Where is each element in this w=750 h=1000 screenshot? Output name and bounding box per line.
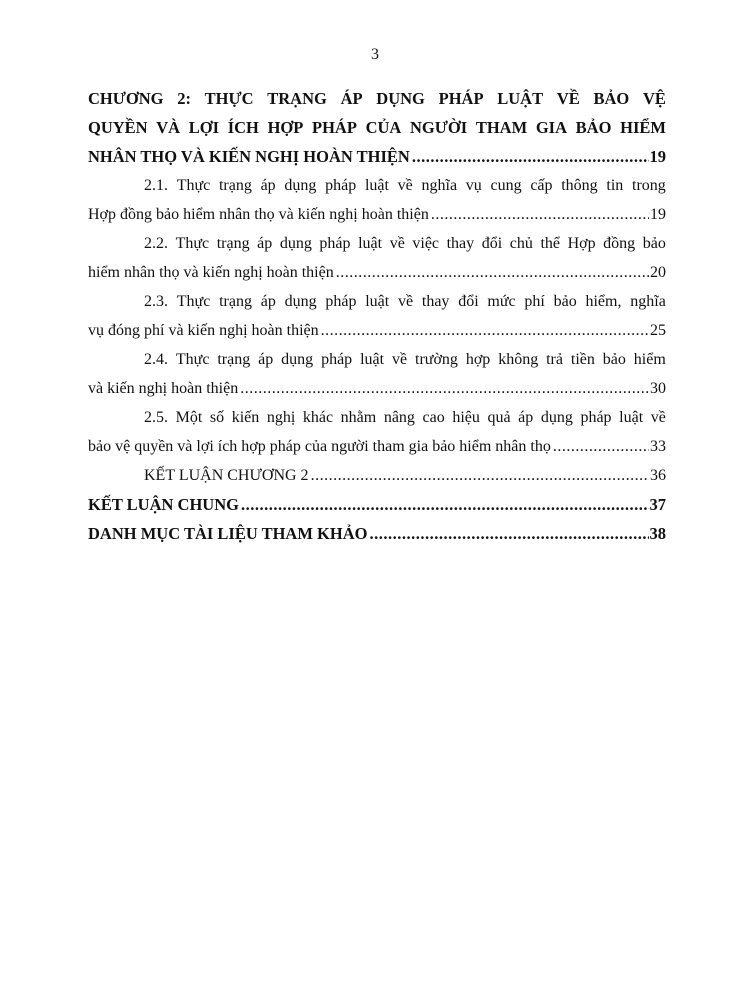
toc-word: dụng (281, 351, 314, 368)
toc-word: Thực (175, 351, 210, 368)
toc-word: bảo (553, 293, 577, 310)
toc-word: áp (260, 177, 276, 194)
toc-word: áp (518, 409, 534, 426)
toc-word: chủ (509, 235, 533, 252)
toc-word: Một (175, 409, 203, 426)
toc-page-number: 37 (649, 495, 666, 514)
dot-leader (241, 490, 649, 519)
toc-word: LỢI (188, 118, 220, 137)
page-number: 3 (371, 46, 379, 63)
toc-entry-section-2-3[interactable] (88, 287, 666, 345)
toc-entry-section-2-4[interactable] (88, 345, 666, 403)
toc-word: VỀ (556, 89, 580, 108)
table-of-contents (88, 84, 666, 548)
toc-word: dụng (284, 177, 317, 194)
toc-word: trường (415, 351, 458, 368)
toc-word: quả (487, 409, 511, 426)
toc-word: pháp (580, 409, 612, 426)
toc-word: HIỂM (620, 118, 666, 137)
toc-entry-line (88, 113, 666, 142)
toc-word: CỦA (365, 118, 402, 137)
toc-word: BẢO (593, 89, 630, 108)
toc-word: THAM (475, 118, 528, 137)
toc-entry-last-line (88, 374, 666, 403)
toc-word: thay (421, 293, 450, 310)
toc-word: TRẠNG (267, 89, 327, 108)
toc-entry-title: KẾT LUẬN CHƯƠNG 2 (144, 467, 309, 484)
toc-word: đổi (481, 235, 503, 252)
toc-word: Thực (175, 235, 210, 252)
toc-word: về (397, 177, 413, 194)
toc-word: vụ (465, 177, 482, 194)
toc-entry-references[interactable] (88, 519, 666, 548)
toc-word: luật (619, 409, 644, 426)
toc-word: nhằm (340, 409, 377, 426)
toc-word: đồng (603, 235, 636, 252)
toc-word: LUẬT (497, 89, 544, 108)
toc-entry-line (88, 84, 666, 113)
toc-word: THỰC (204, 89, 254, 108)
toc-word: việc (412, 235, 440, 252)
toc-entry-title: vụ đóng phí và kiến nghị hoàn thiện (88, 322, 319, 339)
toc-page-number: 20 (650, 264, 666, 281)
toc-entry-line (88, 287, 666, 316)
toc-word: thông (561, 177, 598, 194)
toc-word: trạng (219, 293, 252, 310)
toc-word: áp (257, 235, 273, 252)
dot-leader (431, 200, 649, 229)
toc-word: không (498, 351, 539, 368)
toc-word: DỤNG (376, 89, 425, 108)
toc-word: tin (606, 177, 624, 194)
toc-word: mức (487, 293, 516, 310)
toc-entry-last-line (88, 519, 666, 548)
dot-leader (311, 461, 649, 490)
toc-entry-conclusion-chapter-2[interactable] (88, 461, 666, 490)
toc-word: ÍCH (227, 118, 259, 137)
toc-word: NGƯỜI (410, 118, 468, 137)
toc-page-number: 25 (650, 322, 666, 339)
dot-leader (553, 432, 649, 461)
toc-word: thể (540, 235, 560, 252)
toc-entry-title: hiểm nhân thọ và kiến nghị hoàn thiện (88, 264, 334, 281)
toc-page-number: 38 (649, 524, 666, 543)
toc-word: 2.1. (144, 177, 168, 194)
toc-word: trả (546, 351, 563, 368)
toc-word: VÀ (156, 118, 181, 137)
toc-entry-title: KẾT LUẬN CHUNG (88, 495, 239, 514)
toc-word: pháp (325, 293, 357, 310)
toc-entry-last-line (88, 490, 666, 519)
toc-word: về (389, 235, 405, 252)
toc-word: trong (632, 177, 666, 194)
toc-word: Thực (176, 293, 211, 310)
dot-leader (336, 258, 649, 287)
toc-word: dụng (279, 235, 312, 252)
toc-word: đổi (458, 293, 479, 310)
toc-word: bảo (602, 351, 626, 368)
toc-entry-line (88, 229, 666, 258)
toc-word: áp (260, 293, 276, 310)
toc-entry-title: DANH MỤC TÀI LIỆU THAM KHẢO (88, 524, 368, 543)
toc-entry-line (88, 171, 666, 200)
toc-word: luật (358, 235, 383, 252)
toc-word: VỆ (642, 89, 666, 108)
toc-entry-section-2-1[interactable] (88, 171, 666, 229)
toc-entry-last-line (88, 142, 666, 171)
toc-word: pháp (319, 235, 351, 252)
toc-word: CHƯƠNG (88, 89, 164, 108)
toc-word: luật (360, 351, 385, 368)
toc-word: BẢO (575, 118, 612, 137)
toc-word: bảo (642, 235, 666, 252)
toc-entry-title: và kiến nghị hoàn thiện (88, 380, 239, 397)
toc-word: hiệu (452, 409, 480, 426)
toc-word: thay (446, 235, 475, 252)
toc-word: cấp (530, 177, 553, 194)
toc-word: tiền (570, 351, 595, 368)
toc-word: PHÁP (438, 89, 484, 108)
toc-word: nghĩa (421, 177, 458, 194)
toc-entry-title: NHÂN THỌ VÀ KIẾN NGHỊ HOÀN THIỆN (88, 147, 410, 166)
toc-entry-last-line (88, 258, 666, 287)
toc-entry-last-line (88, 432, 666, 461)
toc-word: hợp (465, 351, 491, 368)
toc-word: 2: (177, 89, 191, 108)
toc-page-number: 19 (650, 206, 666, 223)
toc-word: ÁP (340, 89, 363, 108)
toc-word: dụng (540, 409, 573, 426)
toc-word: Thực (176, 177, 211, 194)
toc-entry-last-line (88, 316, 666, 345)
toc-word: Hợp (567, 235, 596, 252)
toc-word: 2.2. (144, 235, 168, 252)
toc-word: pháp (321, 351, 353, 368)
toc-word: pháp (325, 177, 357, 194)
toc-word: HỢP (267, 118, 304, 137)
toc-entry-line (88, 403, 666, 432)
toc-word: PHÁP (311, 118, 357, 137)
toc-entry-last-line (88, 200, 666, 229)
toc-word: phí (524, 293, 545, 310)
toc-entry-general-conclusion[interactable] (88, 490, 666, 519)
toc-word: áp (258, 351, 274, 368)
toc-word: trạng (217, 351, 251, 368)
dot-leader (321, 316, 649, 345)
dot-leader (240, 374, 649, 403)
toc-page-number: 30 (650, 380, 666, 397)
toc-word: 2.5. (144, 409, 168, 426)
dot-leader (412, 142, 649, 171)
toc-word: nâng (383, 409, 415, 426)
toc-entry-last-line (88, 461, 666, 490)
toc-word: GIA (535, 118, 567, 137)
toc-entry-title: Hợp đồng bảo hiểm nhân thọ và kiến nghị hoàn thiện (88, 206, 429, 223)
toc-word: hiểm, (585, 293, 622, 310)
toc-word: dụng (284, 293, 317, 310)
toc-word: 2.4. (144, 351, 168, 368)
toc-word: cao (422, 409, 445, 426)
toc-entry-chapter-2[interactable] (88, 84, 666, 171)
toc-word: về (391, 351, 408, 368)
toc-word: hiểm (633, 351, 666, 368)
toc-entry-line (88, 345, 666, 374)
dot-leader (369, 519, 648, 548)
toc-word: kiến (231, 409, 260, 426)
toc-word: trạng (218, 177, 252, 194)
toc-entry-section-2-5[interactable] (88, 403, 666, 461)
toc-entry-section-2-2[interactable] (88, 229, 666, 287)
toc-word: trạng (216, 235, 250, 252)
toc-word: nghị (266, 409, 296, 426)
toc-word: QUYỀN (88, 118, 148, 137)
toc-word: số (209, 409, 225, 426)
toc-word: 2.3. (144, 293, 168, 310)
toc-page-number: 19 (649, 147, 666, 166)
toc-word: về (398, 293, 414, 310)
toc-word: khác (302, 409, 334, 426)
toc-page-number: 33 (650, 438, 666, 455)
toc-page-number: 36 (650, 467, 666, 484)
toc-entry-title: bảo vệ quyền và lợi ích hợp pháp của người tham gia bảo hiểm nhân thọ (88, 438, 551, 455)
toc-word: luật (365, 293, 390, 310)
toc-word: cung (490, 177, 522, 194)
toc-word: về (650, 409, 666, 426)
toc-word: nghĩa (630, 293, 666, 310)
toc-word: luật (364, 177, 389, 194)
